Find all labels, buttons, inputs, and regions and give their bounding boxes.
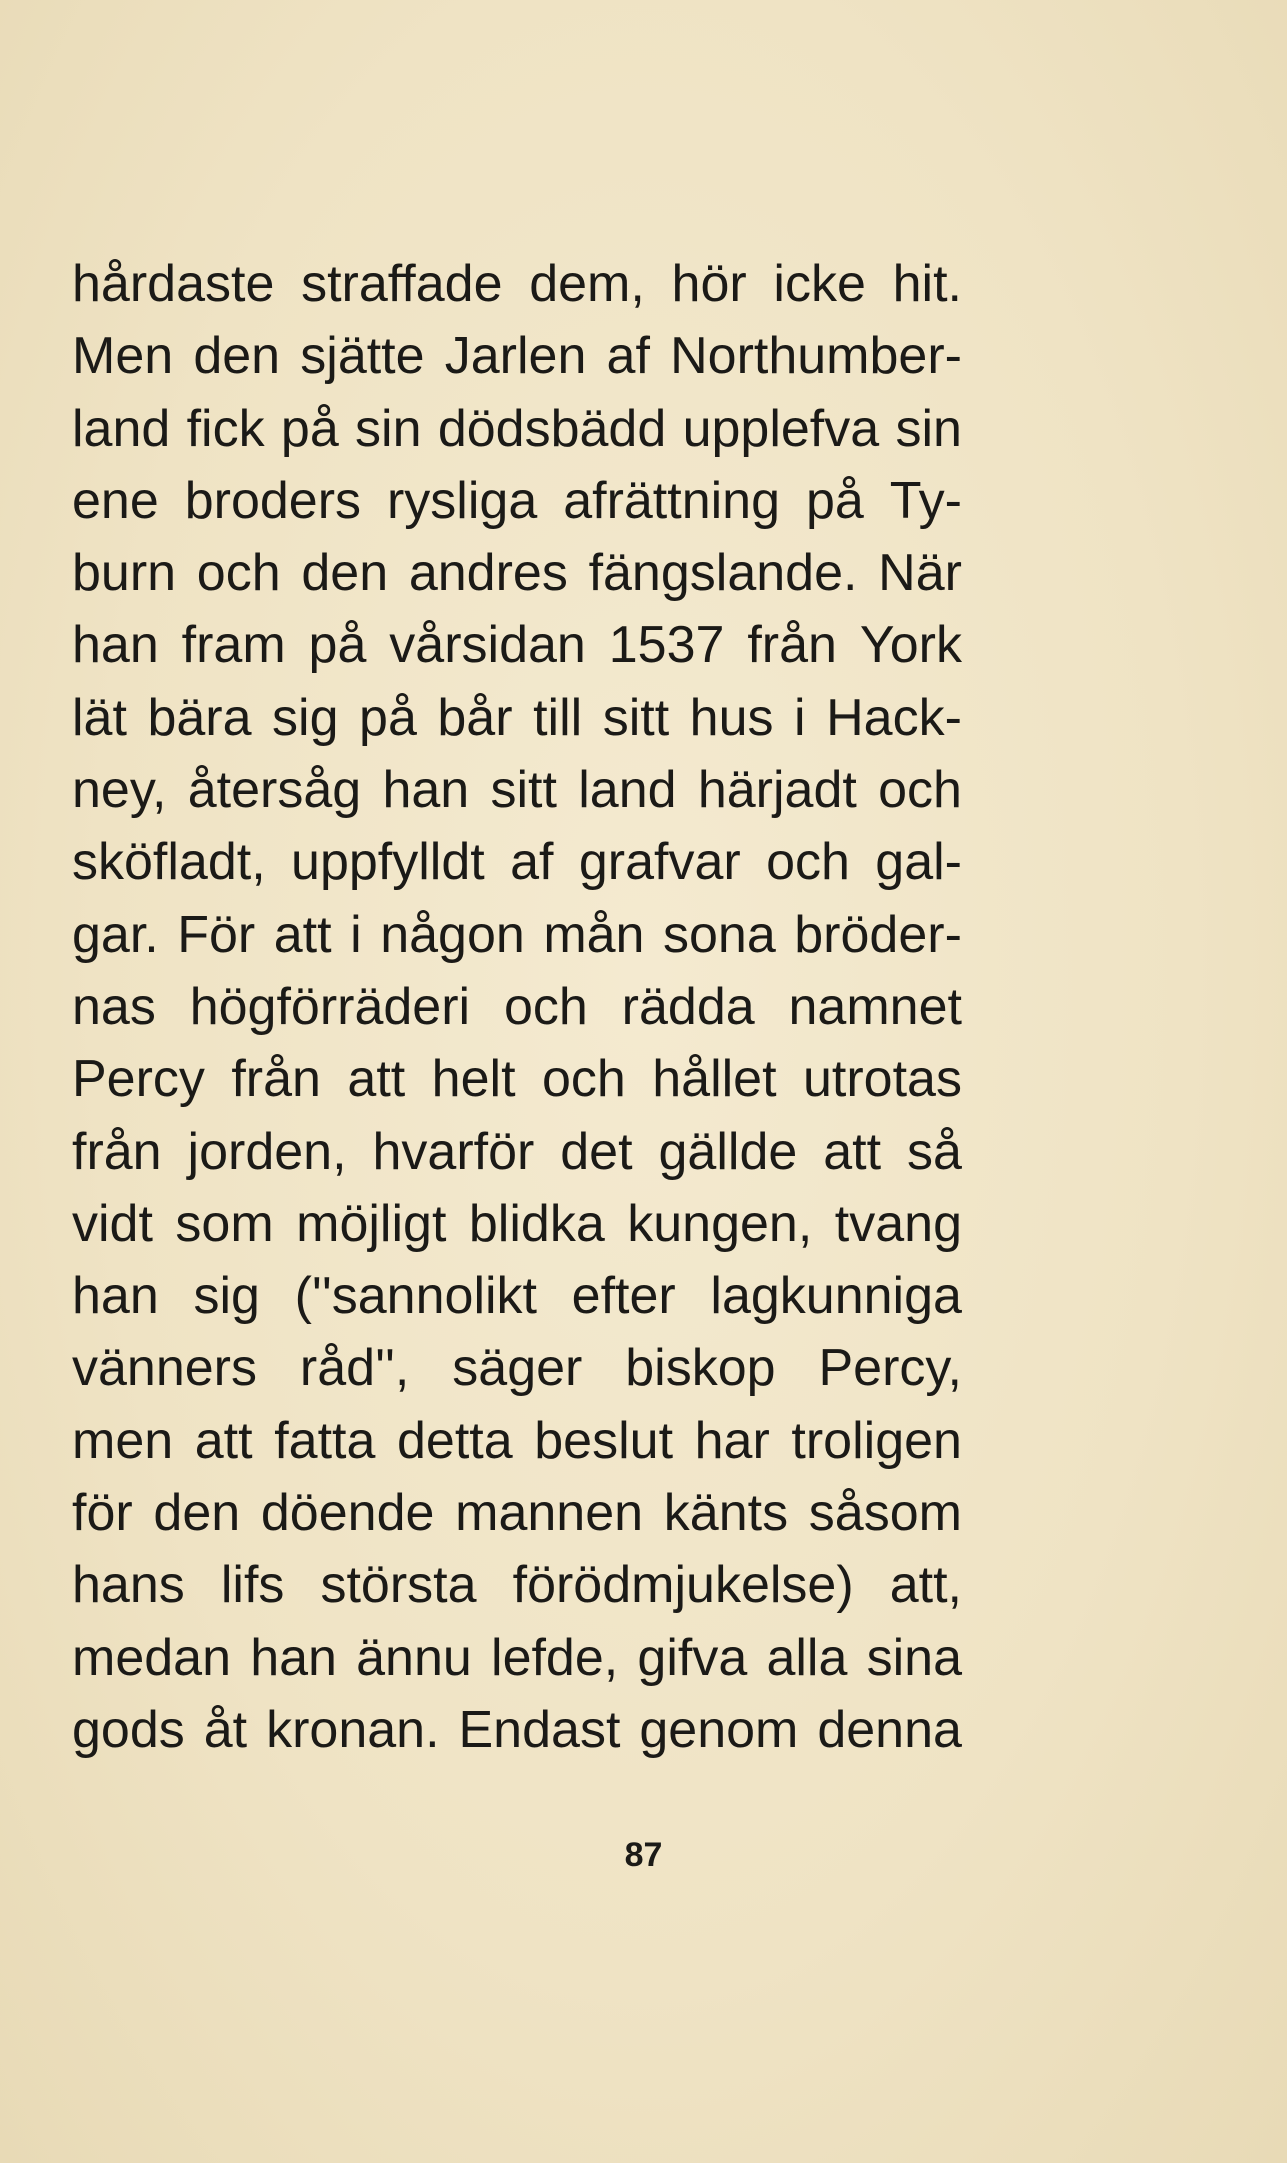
text-line: vänners råd'', säger biskop Percy, [72,1339,962,1398]
text-line: han fram på vårsidan 1537 från York [72,616,962,675]
body-text [72,248,962,1766]
text-line: Men den sjätte Jarlen af Northumber- [72,327,962,386]
text-line: för den döende mannen känts såsom [72,1484,962,1543]
text-line: nas högförräderi och rädda namnet [72,977,962,1036]
text-line: Percy från att helt och hållet utrotas [72,1050,962,1109]
text-line: gods åt kronan. Endast genom denna [72,1700,962,1759]
text-line: hårdaste straffade dem, hör icke hit. [72,255,962,313]
page-number: 87 [624,1836,663,1874]
text-line: burn och den andres fängslande. När [72,544,962,603]
text-line: han sig (''sannolikt efter lagkunniga [72,1267,962,1326]
text-line: ney, återsåg han sitt land härjadt och [72,761,962,820]
text-line: land fick på sin dödsbädd upplefva sin [72,399,962,458]
text-line: medan han ännu lefde, gifva alla sina [72,1628,962,1687]
text-line: gar. För att i någon mån sona bröder- [72,905,962,964]
text-line: sköfladt, uppfylldt af grafvar och gal- [72,833,962,892]
text-line: vidt som möjligt blidka kungen, tvang [72,1194,962,1253]
text-line: hans lifs största förödmjukelse) att, [72,1556,962,1615]
text-line: men att fatta detta beslut har troligen [72,1411,962,1470]
text-line: lät bära sig på bår till sitt hus i Hack- [72,688,962,747]
text-line: ene broders rysliga afrättning på Ty- [72,471,962,530]
text-line: från jorden, hvarför det gällde att så [72,1122,962,1181]
